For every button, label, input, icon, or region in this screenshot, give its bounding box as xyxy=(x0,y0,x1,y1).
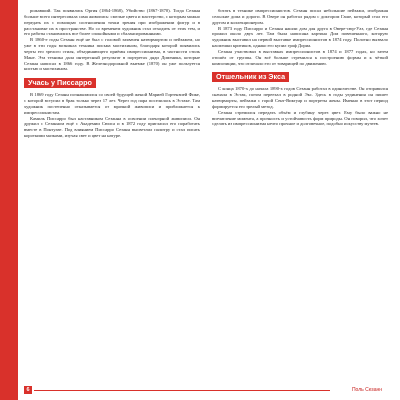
paragraph: В 1869 году Сезанн познакомился со своей будущей женой Марией Гортензией Фике, с которой вступил в брак только через 17 лет. Через год пара поселилась в Эстаке. Там художник постепенно отказывается от мрачной живописи и приближается к импрессионистам. xyxy=(24,92,200,115)
paragraph: Сезанн стремился передать объём и глубину через цвет. Ему было важно не впечатление момента, а прочность и устойчивость форм природы. Он говорил, что хочет сделать из импрессионизма нечто прочное и долговечное, подобно искусству музеев. xyxy=(212,109,388,127)
page-number: 6 xyxy=(24,386,32,394)
paragraph: рожавший. Так появились Оргия (1864-1868), Убийство (1867-1870). Тогда Сезанн больше всего интересовала сама живопись: смелые цвета и мастерство, с которым можно передать их с помощью соотношения точки зрения при изображении фигур и в расстановке их в пространстве. Но со временем художник стал отходить от этих тем, и его работы становились все более спокойными и сбалансированными. xyxy=(24,8,200,37)
section-title-hermit: Отшельник из Экса xyxy=(212,72,289,82)
footer-rule xyxy=(34,390,330,391)
paragraph: С конца 1870-х до начала 1890-х годов Сезанн работал в одиночестве. Он отправился сначала в Эстак, потом переехал в родной Экс. Здесь в годы уединения он пишет натюрморты, пейзажи с горой Сент-Виктуар и портреты жены. Именно в этот период формируется его зрелый метод. xyxy=(212,86,388,109)
red-margin-strip xyxy=(0,0,18,400)
paragraph: В 1860-е годы Сезанн ещё не был с головой захвачен натюрмортом и пейзажем, но уже в эти годы возникла техника письма мастихином, благодаря которой появились черты его зрелого стиля, объединяющего приёмы импрессионизма, в частности стиль Мане. Эта техника дала интересный результат в портретах дяди Доменика, которые Сезанн написал в 1866 году. В Железнодорожной выемке (1870) он уже пользуется кистью и мастихином. xyxy=(24,37,200,72)
running-title: Поль Сезанн xyxy=(351,387,382,393)
paragraph: Сезанн участвовал в выставках импрессионистов в 1874 и 1877 годах, но затем отошёл от группы. Он всё больше стремился к построению формы и к чёткой композиции, что отличало его от товарищей по движению. xyxy=(212,48,388,66)
paragraph: В 1873 году Писсарро и Сезанн нашли дом для друга в Овере-сюр-Уаз, где Сезанн прожил около двух лет. Там была написана картина Дом повешенного, которую художник выставил на первой выставке импрессионистов в 1874 году. Полотно вызвало насмешки критиков, однако его купил граф Дориа. xyxy=(212,25,388,49)
paragraph: ботать в технике импрессионистов. Сезанн писал небольшие пейзажи, изображая сельские дома и дороги. В Овере он работал рядом с доктором Гаше, который стал его другом и коллекционером. xyxy=(212,8,388,25)
paragraph: Камиль Писсарро был наставником Сезанна в освоении пленэрной живописи. Он дружил с Сезанном ещё с Академии Сюиса и в 1872 году пригласил его поработать вместе в Понтуазе. Под влиянием Писсарро Сезанн высветлил палитру и стал писать короткими мазками, изучая свет и цвет на натуре. xyxy=(24,115,200,139)
section-title-pissarro: Учась у Писсарро xyxy=(24,78,96,88)
right-column xyxy=(212,8,388,127)
left-column xyxy=(24,8,200,139)
